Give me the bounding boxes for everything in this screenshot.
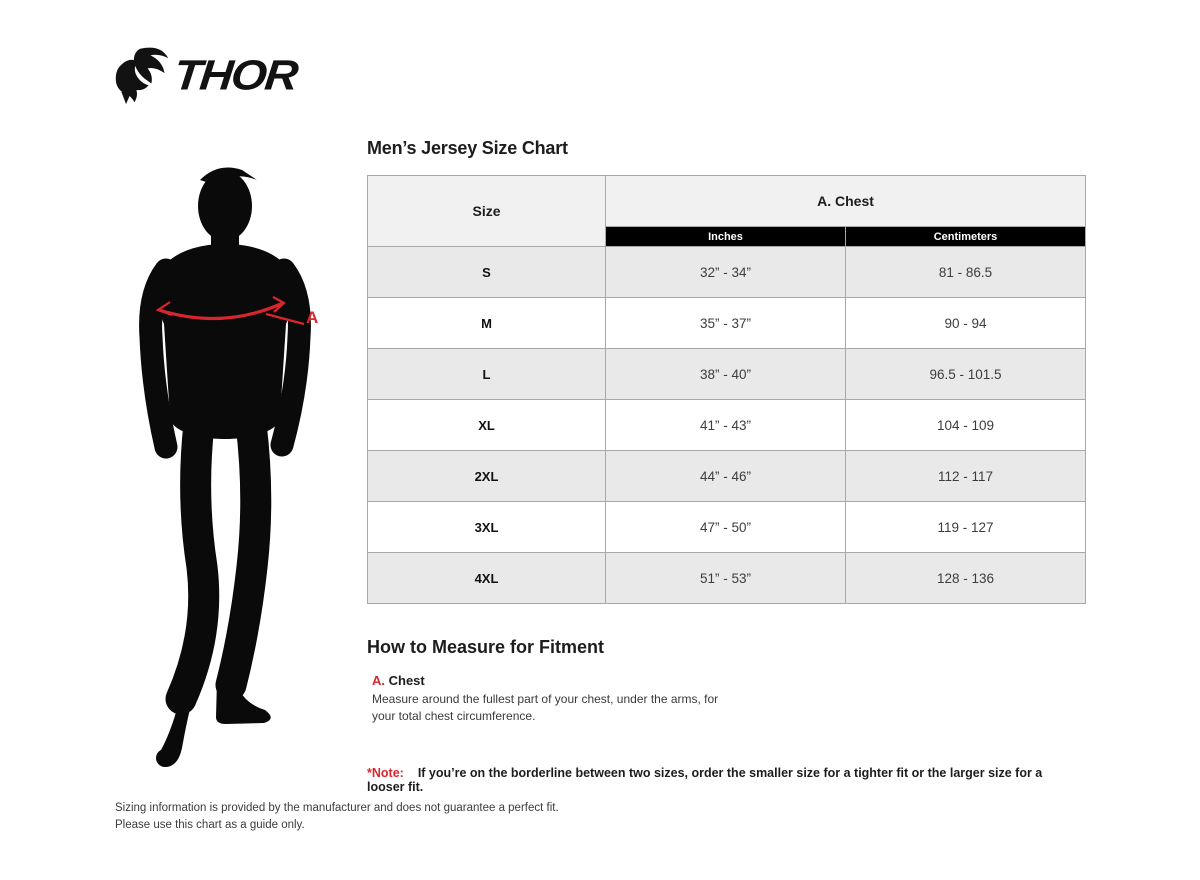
table-row [368, 247, 1086, 298]
inches-value: 44” - 46” [606, 451, 846, 502]
sizing-note [367, 766, 1067, 794]
centimeters-value: 112 - 117 [846, 451, 1086, 502]
inches-value: 51” - 53” [606, 553, 846, 604]
centimeters-value: 119 - 127 [846, 502, 1086, 553]
how-to-measure-heading: How to Measure for Fitment [367, 637, 605, 657]
note-text: If you’re on the borderline between two sizes, order the smaller size for a tighter fit or the larger size for a looser fit. [367, 766, 1043, 794]
measure-item-chest [372, 673, 752, 725]
size-column-header: Size [368, 176, 606, 247]
centimeters-value: 128 - 136 [846, 553, 1086, 604]
centimeters-value: 96.5 - 101.5 [846, 349, 1086, 400]
inches-value: 41” - 43” [606, 400, 846, 451]
inches-value: 32” - 34” [606, 247, 846, 298]
measure-item-description: Measure around the fullest part of your chest, under the arms, for your total chest circumference. [372, 692, 719, 723]
table-row [368, 502, 1086, 553]
size-value: 2XL [368, 451, 606, 502]
inches-column-header: Inches [606, 227, 846, 247]
measure-item-label [372, 673, 752, 688]
centimeters-value: 90 - 94 [846, 298, 1086, 349]
size-value: L [368, 349, 606, 400]
measure-item-name: Chest [388, 673, 425, 688]
table-row [368, 553, 1086, 604]
thor-logo [112, 44, 299, 106]
measure-item-letter: A. [372, 673, 385, 688]
centimeters-value: 104 - 109 [846, 400, 1086, 451]
size-value: M [368, 298, 606, 349]
disclaimer-line-1: Sizing information is provided by the manufacturer and does not guarantee a perfect fit. [115, 802, 559, 814]
size-value: 4XL [368, 553, 606, 604]
body-measurement-figure [118, 162, 348, 782]
inches-value: 47” - 50” [606, 502, 846, 553]
centimeters-column-header: Centimeters [846, 227, 1086, 247]
size-table [367, 175, 1086, 604]
chest-annotation-label: A [306, 308, 319, 327]
thor-goat-head-icon [112, 44, 172, 106]
thor-logo-wordmark: THOR [171, 51, 299, 99]
note-prefix: *Note: [367, 766, 404, 780]
table-row [368, 349, 1086, 400]
table-row [368, 451, 1086, 502]
table-row [368, 400, 1086, 451]
table-row [368, 298, 1086, 349]
size-value: S [368, 247, 606, 298]
disclaimer-line-2: Please use this chart as a guide only. [115, 819, 305, 831]
inches-value: 35” - 37” [606, 298, 846, 349]
size-value: XL [368, 400, 606, 451]
chest-group-header: A. Chest [606, 176, 1086, 227]
size-value: 3XL [368, 502, 606, 553]
inches-value: 38” - 40” [606, 349, 846, 400]
page-title: Men’s Jersey Size Chart [367, 138, 568, 158]
male-silhouette-illustration [118, 162, 348, 782]
centimeters-value: 81 - 86.5 [846, 247, 1086, 298]
disclaimer [115, 800, 559, 834]
